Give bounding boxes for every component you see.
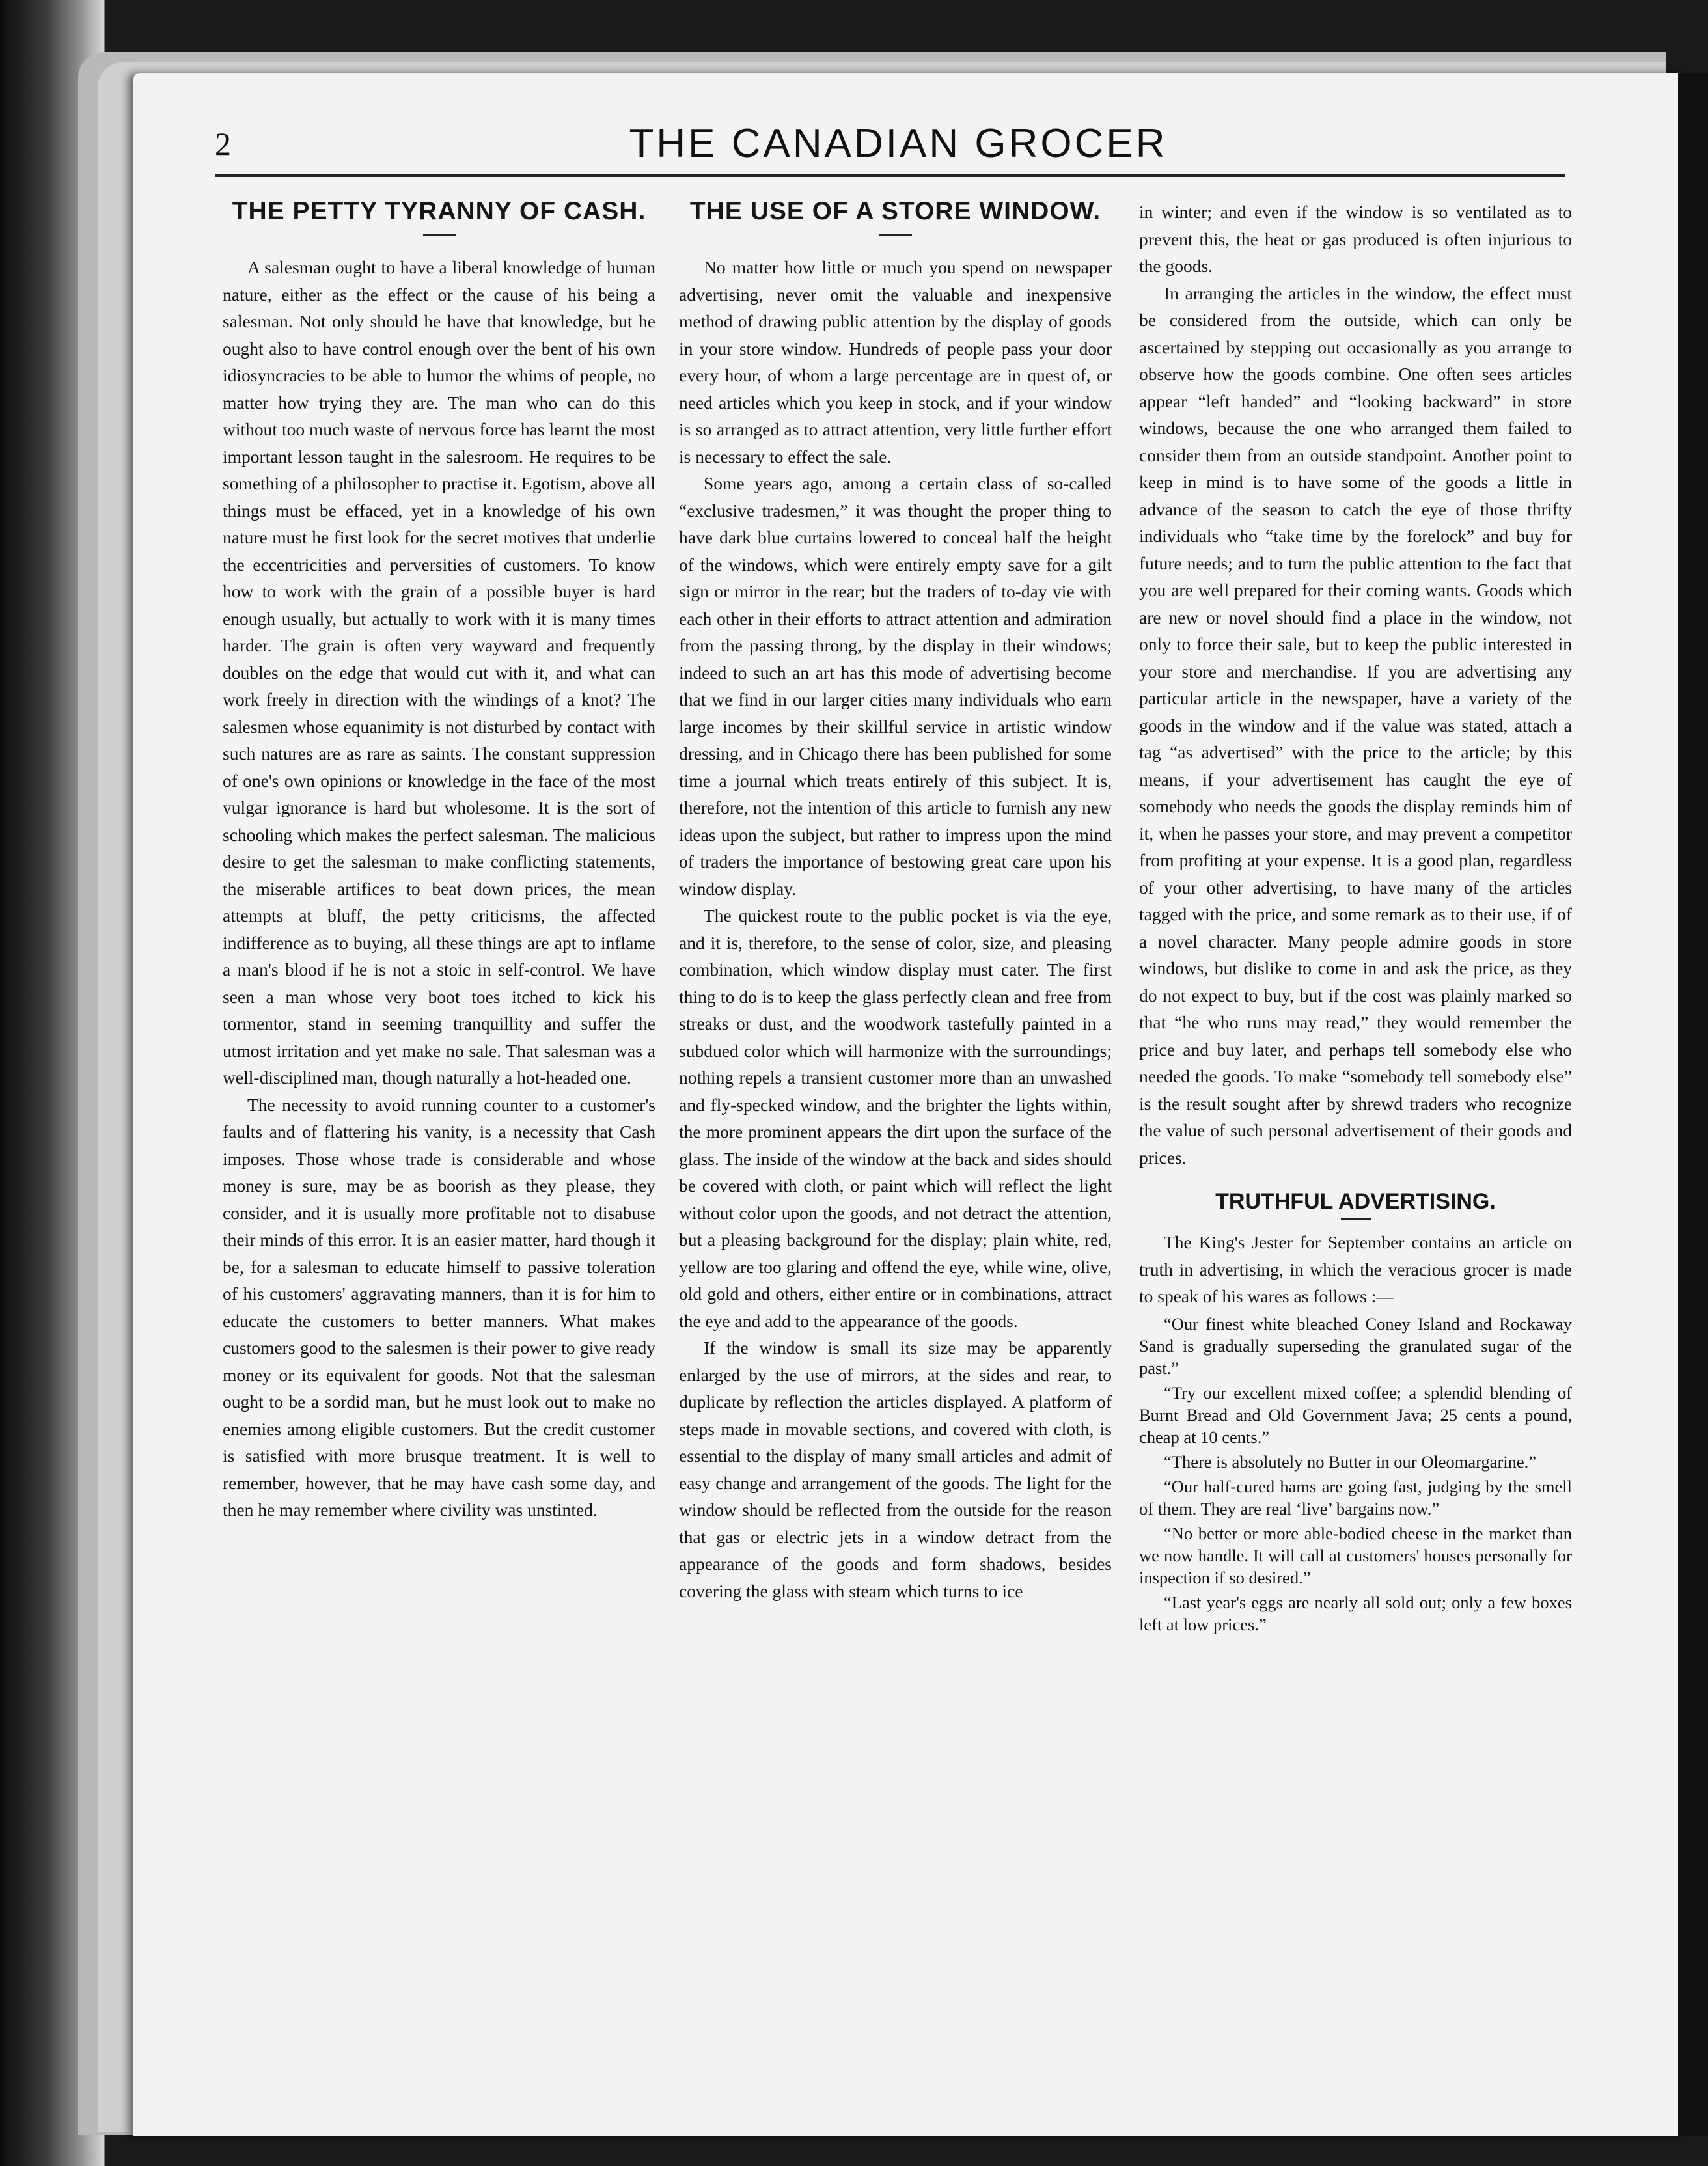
article-title-truthful-advertising: TRUTHFUL ADVERTISING. bbox=[1215, 1189, 1496, 1214]
paragraph: Some years ago, among a certain class of so-called “exclusive tradesmen,” it was thought the proper thing to have dark blue curtains lowered to conceal half the height of the windows, which were entirely empty save for a gilt sign or mirror in the rear; but the traders of to-day vie with each other in their efforts to attract attention and admiration from the passing throng, by the display in their windows; indeed to such an art has this mode of advertising become that we find in our larger cities many individuals who earn large incomes by their skillful service in artistic window dressing, and in Chicago there has been published for some time a journal which treats entirely of this subject. It is, therefore, not the intention of this article to furnish any new ideas upon the subject, but rather to impress upon the mind of traders the importance of bestowing great care upon his window display. bbox=[679, 473, 1112, 899]
header-rule bbox=[215, 174, 1565, 177]
paragraph: The necessity to avoid running counter to a customer's faults and of flattering his vanity, is a necessity that Cash imposes. Those whose trade is considerable and whose money is sure, may be as boorish as they please, they consider, and it is usually more profitable not to disabuse their minds of this error. It is an easier matter, hard though it be, for a salesman to educate himself to passive toleration of his customers' aggravating manners, than it is for him to educate the customers to better manners. What makes customers good to the salesmen is their power to give ready money or its equivalent for goods. Not that the salesman ought to be a sordid man, but he must look out to make no enemies among eligible customers. But the credit customer is satisfied with more brusque treatment. It is well to remember, however, that he may have cash some day, and then he may remember where civility was unstinted. bbox=[223, 1094, 655, 1520]
article-title-store-window: THE USE OF A STORE WINDOW. bbox=[689, 197, 1101, 225]
column-left bbox=[223, 192, 655, 1524]
column-right bbox=[1139, 199, 1572, 1636]
page-right-edge bbox=[1678, 73, 1708, 2136]
quote: “Our finest white bleached Coney Island and Rockaway Sand is gradually superseding the granulated sugar of the past.” bbox=[1139, 1313, 1572, 1378]
quote: “Try our excellent mixed coffee; a splendid blending of Burnt Bread and Old Government Java; 25 cents a pound, cheap at 10 cents.” bbox=[1139, 1382, 1572, 1447]
paragraph: A salesman ought to have a liberal knowledge of human nature, either as the effect or the cause of his being a salesman. Not only should he have that knowledge, but he ought also to have control enough over the bent of his own idiosyncracies to be able to humor the whims of people, no matter how trying they are. The man who can do this without too much waste of nervous force has learnt the most important lesson taught in the salesroom. He requires to be something of a philosopher to practise it. Egotism, above all things must be effaced, yet in a knowledge of his own nature must he first look for the secret motives that underlie the eccentricities and perversities of customers. To know how to work with the grain of a possible buyer is hard enough usually, but actually to work with it is many times harder. The grain is often very wayward and frequently doubles on the edge that would cut with it, and what can work freely in direction with the windings of a knot? The salesmen whose equanimity is not disturbed by contact with such natures are as rare as saints. The constant suppression of one's own opinions or knowledge in the face of the most vulgar ignorance is hard but wholesome. It is the sort of schooling which makes the perfect salesman. The malicious desire to get the salesman to make conflicting statements, the miserable artifices to beat down prices, the mean attempts at bluff, the petty criticisms, the affected indifference as to buying, all these things are apt to inflame a man's blood if he is not a stoic in self-control. We have seen a man whose very boot toes itched to kick his tormentor, stand in seeming tranquillity and suffer the utmost irritation and yet make no sale. That salesman was a well-disciplined man, though naturally a hot-headed one. bbox=[223, 257, 655, 1088]
masthead: THE CANADIAN GROCER bbox=[629, 121, 1168, 166]
quote: “Our half-cured hams are going fast, judging by the smell of them. They are real ‘live’ bargains now.” bbox=[1139, 1476, 1572, 1518]
paragraph: If the window is small its size may be apparently enlarged by the use of mirrors, at the sides and rear, to duplicate by reflection the articles displayed. A platform of steps made in movable sections, and covered with cloth, is essential to the display of many small articles and admit of easy change and arrangement of the goods. The light for the window should be reflected from the outside for the reason that gas or electric jets in a window detract from the appearance of the goods and form shadows, besides covering the glass with steam which turns to ice bbox=[679, 1337, 1112, 1601]
paragraph: No matter how little or much you spend on newspaper advertising, never omit the valuable and inexpensive method of drawing public attention by the display of goods in your store window. Hundreds of people pass your door every hour, of whom a large percentage are in quest of, or need articles which you keep in stock, and if your window is so arranged as to attract attention, very little further effort is necessary to effect the sale. bbox=[679, 257, 1112, 467]
quote: “There is absolutely no Butter in our Oleomargarine.” bbox=[1164, 1451, 1537, 1472]
page-number: 2 bbox=[215, 126, 231, 162]
paragraph: in winter; and even if the window is so ventilated as to prevent this, the heat or gas produced is often injurious to the goods. bbox=[1139, 202, 1572, 276]
page-header bbox=[215, 117, 1582, 176]
paragraph: In arranging the articles in the window, the effect must be considered from the outside, which can only be ascertained by stepping out occasionally as you arrange to observe how the goods combine. One often sees articles appear “left handed” and “looking backward” in store windows, because the one who arranged them failed to consider them from an outside standpoint. Another point to keep in mind is to have some of the goods a little in advance of the season to catch the eye of those thrifty individuals who “take time by the forelock” and buy for future needs; and to turn the public attention to the fact that you are well prepared for their coming wants. Goods which are new or novel should find a place in the window, not only to force their sale, but to keep the public interested in your store and merchandise. If you are advertising any particular article in the newspaper, have a variety of the goods in the window and if the value was stated, attach a tag “as advertised” with the price to the article; by this means, if your advertisement has caught the eye of somebody who needs the goods the display reminds him of it, when he passes your store, and may prevent a competitor from profiting at your expense. It is a good plan, regardless of your other advertising, to have many of the articles tagged with the price, and some remark as to their use, if of a novel character. Many people admire goods in store windows, but dislike to come in and ask the price, as they do not expect to buy, but if the cost was plainly marked so that “he who runs may read,” they would remember the price and buy later, and perhaps tell somebody else who needed the goods. To make “somebody tell somebody else” is the result sought after by shrewd traders who recognize the value of such personal advertisement of their goods and prices. bbox=[1139, 282, 1572, 1168]
title-dash bbox=[1341, 1218, 1371, 1220]
paragraph: The quickest route to the public pocket is via the eye, and it is, therefore, to the sense of color, size, and pleasing combination, which window display must cater. The first thing to do is to keep the glass perfectly clean and free from streaks or dust, and the woodwork tastefully painted in a subdued color which will harmonize with the surroundings; nothing repels a transient customer more than an unwashed and fly-specked window, and the brighter the lights within, the more prominent appears the dirt upon the surface of the glass. The inside of the window at the back and sides should be covered with cloth, or paint which will reflect the light without color upon the goods, and not detract the attention, but a pleasing background for the display; plain white, red, yellow are too glaring and offend the eye, while wine, olive, old gold and others, either entire or in combinations, attract the eye and add to the appearance of the goods. bbox=[679, 905, 1112, 1331]
paragraph-intro: The King's Jester for September contains an article on truth in advertising, in which the veracious grocer is made to speak of his wares as follows :— bbox=[1139, 1232, 1572, 1306]
quote: “Last year's eggs are nearly all sold out; only a few boxes left at low prices.” bbox=[1139, 1592, 1572, 1634]
quote: “No better or more able-bodied cheese in the market than we now handle. It will call at customers' houses personally for inspection if so desired.” bbox=[1139, 1523, 1572, 1587]
article-title-petty-tyranny: THE PETTY TYRANNY OF CASH. bbox=[232, 197, 646, 225]
column-middle bbox=[679, 192, 1112, 1604]
title-dash bbox=[423, 234, 456, 236]
title-dash bbox=[879, 234, 912, 236]
